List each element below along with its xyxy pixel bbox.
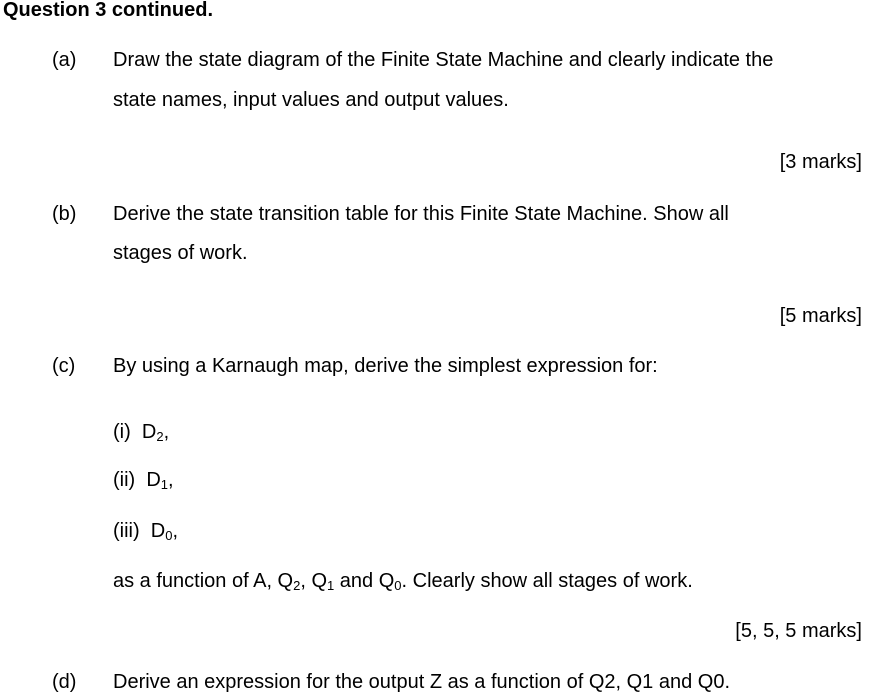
part-a-text-line1: Draw the state diagram of the Finite State Machine and clearly indicate the [113,49,774,71]
part-a-label: (a) [52,49,77,71]
item-suffix: , [172,520,179,542]
part-c-function-text: as a function of A, $Q_2$, $Q_1$ and $Q_0$. Clearly show all stages of work. [113,570,693,593]
item-label: (ii) [113,469,136,491]
part-c-text-line1: By using a Karnaugh map, derive the simplest expression for: [113,355,658,377]
item-sub: 0 [165,528,173,543]
item-var: D [146,469,161,491]
part-c-item-iii [113,519,178,543]
part-c-item-i [113,420,169,444]
part-b-label: (b) [52,203,77,225]
item-suffix: , [168,469,174,491]
item-sub: 2 [156,429,164,444]
part-a-marks: [3 marks] [779,151,862,173]
item-sub: 1 [160,477,169,492]
part-c-label: (c) [52,355,76,377]
item-var: D [150,520,166,542]
item-var: D [141,421,157,443]
part-b-text-line1: Derive the state transition table for this Finite State Machine. Show all [113,203,729,225]
part-c-marks: [5, 5, 5 marks] [735,620,862,642]
part-d-text-line1: Derive an expression for the output Z as a function of Q2, Q1 and Q0. [113,671,731,693]
part-d-label: (d) [52,671,77,693]
question-heading: Question 3 continued. [3,0,214,21]
part-a-text-line2: state names, input values and output values. [113,89,509,111]
part-b-text-line2: stages of work. [113,242,248,264]
item-label: (iii) [113,520,140,542]
item-label: (i) [113,421,131,443]
item-suffix: , [163,421,170,443]
part-b-marks: [5 marks] [779,305,862,327]
part-c-item-ii [113,468,174,492]
